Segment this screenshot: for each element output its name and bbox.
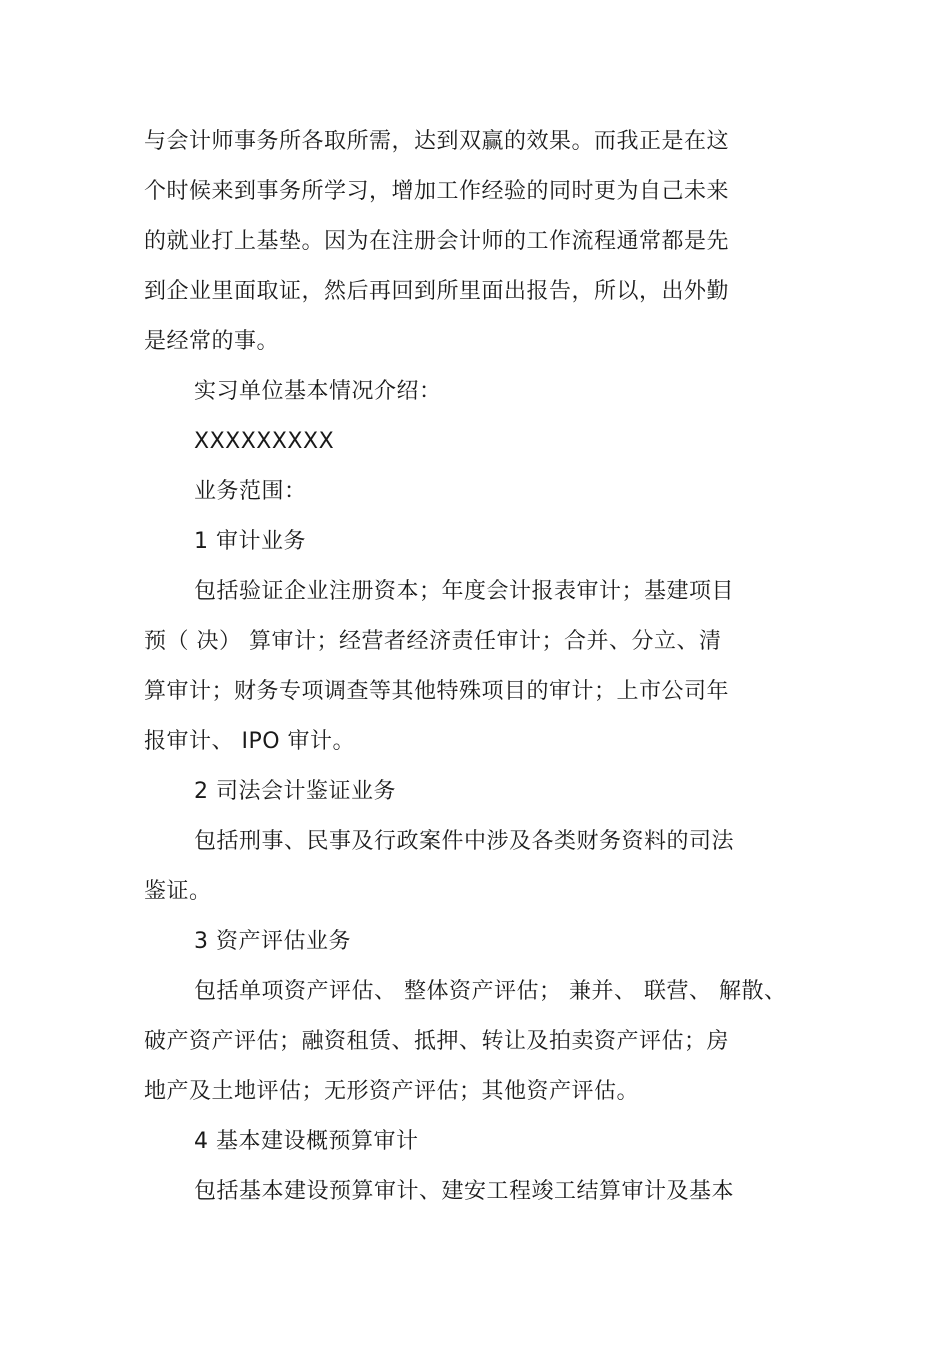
paragraph-line: 包括验证企业注册资本；年度会计报表审计；基建项目: [194, 579, 735, 604]
paragraph-line: 个时候来到事务所学习，增加工作经验的同时更为自己未来: [144, 179, 730, 204]
paragraph-line: 是经常的事。: [144, 329, 280, 354]
paragraph-line: 地产及土地评估；无形资产评估；其他资产评估。: [144, 1079, 640, 1104]
paragraph-line: 算审计；财务专项调查等其他特殊项目的审计；上市公司年: [144, 679, 730, 704]
company-name: XXXXXXXXX: [194, 429, 335, 454]
paragraph-line: 到企业里面取证，然后再回到所里面出报告，所以，出外勤: [144, 279, 730, 304]
paragraph-line: 破产资产评估；融资租赁、抵押、转让及拍卖资产评估；房: [144, 1029, 730, 1054]
item-heading: 3 资产评估业务: [194, 929, 351, 954]
paragraph-line: 与会计师事务所各取所需，达到双赢的效果。而我正是在这: [144, 129, 730, 154]
item-heading: 2 司法会计鉴证业务: [194, 779, 396, 804]
paragraph-line: 报审计、 IPO 审计。: [144, 729, 356, 754]
paragraph-line: 预（ 决） 算审计；经营者经济责任审计；合并、分立、清: [144, 629, 722, 654]
paragraph-line: 包括单项资产评估、 整体资产评估； 兼并、 联营、 解散、: [194, 979, 787, 1004]
paragraph-line: 包括基本建设预算审计、建安工程竣工结算审计及基本: [194, 1179, 735, 1204]
item-heading: 1 审计业务: [194, 529, 306, 554]
section-heading: 实习单位基本情况介绍：: [194, 379, 442, 404]
paragraph-line: 包括刑事、民事及行政案件中涉及各类财务资料的司法: [194, 829, 735, 854]
section-heading: 业务范围：: [194, 479, 307, 504]
item-heading: 4 基本建设概预算审计: [194, 1129, 419, 1154]
paragraph-line: 鉴证。: [144, 879, 212, 904]
paragraph-line: 的就业打上基垫。因为在注册会计师的工作流程通常都是先: [144, 229, 730, 254]
